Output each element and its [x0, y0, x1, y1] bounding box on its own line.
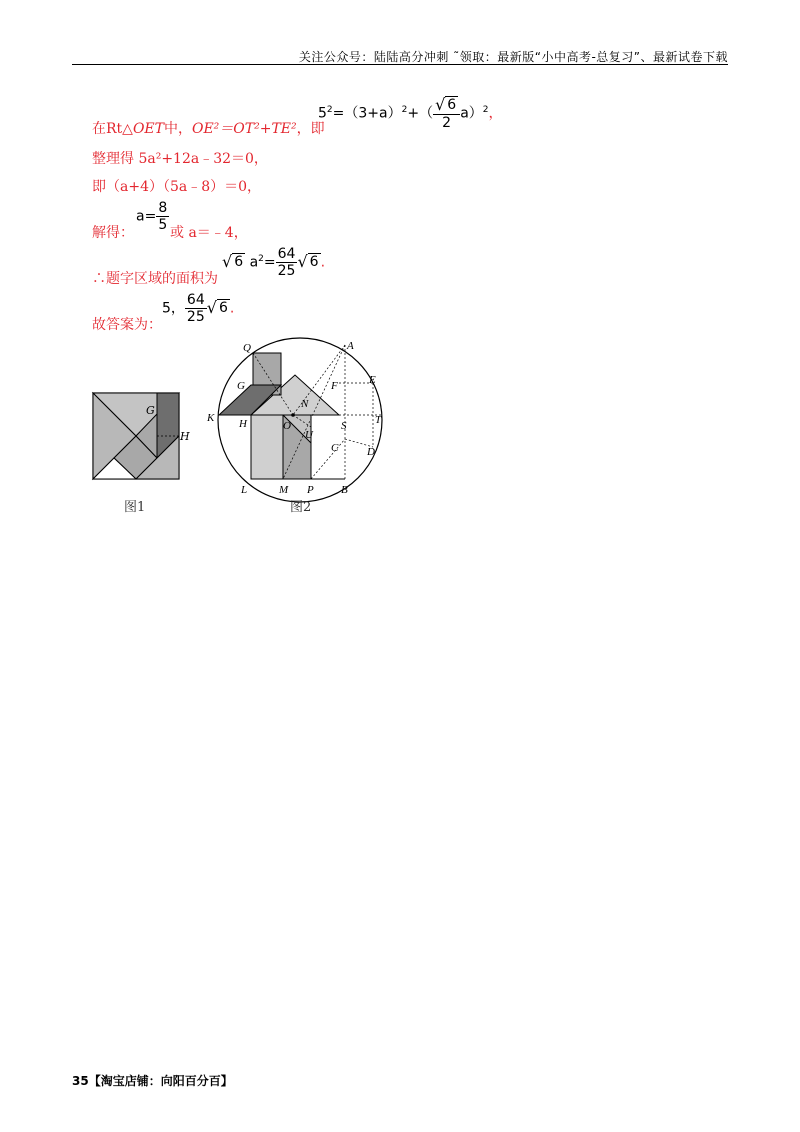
- fig2-label-a: A: [347, 340, 354, 352]
- solution-line-6: 故答案为：: [92, 317, 162, 333]
- fig2-label-m: M: [279, 484, 289, 496]
- fig2-label-t: T: [375, 414, 382, 426]
- solution-line-1: [92, 118, 325, 138]
- fig2-label-u: U: [305, 429, 313, 441]
- eq1-den: 2: [442, 115, 452, 131]
- l6-den: 25: [186, 309, 205, 325]
- figure-1-tangram: [90, 390, 190, 490]
- fig2-label-d: D: [367, 446, 375, 458]
- l5-dot: .: [320, 254, 326, 271]
- solution-line-3: 即（a+4）（5a﹣8）＝0，: [92, 179, 262, 195]
- eq1-frac: √ 6 2: [433, 96, 460, 131]
- equation-1: [318, 96, 503, 131]
- fig2-label-q: Q: [243, 342, 251, 354]
- eq1-comma: ，: [488, 105, 503, 122]
- eq1-sq3: 2: [482, 104, 489, 115]
- l4-den: 5: [158, 217, 168, 233]
- l5-frac: [276, 246, 298, 279]
- l1-prefix: 在: [92, 121, 106, 137]
- figure-2-caption: 图2: [290, 500, 312, 515]
- l6-val: 5，: [162, 300, 185, 317]
- l4-frac: [156, 200, 169, 233]
- l5-den: 25: [277, 263, 296, 279]
- l5-rad2: 6: [309, 253, 319, 270]
- solution-line-4: [92, 222, 134, 242]
- eq1-rad: 6: [447, 97, 457, 113]
- eq1-sq: 2: [326, 104, 333, 115]
- fig2-label-h: H: [239, 418, 247, 430]
- solution-line-4-suffix: 或 a＝﹣4，: [170, 225, 248, 241]
- l6-dot: .: [229, 300, 235, 317]
- l5-a: a: [249, 254, 259, 271]
- solution-line-5: ∴题字区域的面积为: [92, 271, 218, 287]
- fig2-label-g: G: [237, 380, 245, 392]
- l1-oet: OET: [132, 121, 164, 137]
- l4-num: 8: [158, 200, 168, 216]
- figure-1-caption: 图1: [124, 500, 146, 515]
- fig2-label-n: N: [301, 398, 309, 410]
- l1-mid: 中，: [163, 121, 192, 137]
- equation-4: [136, 200, 169, 233]
- l6-rad: 6: [218, 299, 228, 316]
- eq1-eq: =（3+a）: [332, 105, 402, 122]
- header-rule: [72, 64, 728, 65]
- fig2-label-l: L: [241, 484, 248, 496]
- l4-a: a=: [136, 208, 157, 225]
- l4-prefix: 解得：: [92, 225, 134, 241]
- fig2-label-f: F: [331, 380, 338, 392]
- fig2-label-b: B: [341, 484, 348, 496]
- eq1-left: 5: [318, 105, 327, 122]
- equation-5: √ 6 $a^2=$ $\frac{64}{25}$ √ 6 .: [222, 246, 326, 279]
- l5-sq: 2: [258, 253, 264, 264]
- page-header: 关注公众号：陆陆高分冲刺 ˜领取：最新版“小中高考-总复习”、最新试卷下载: [298, 50, 728, 64]
- fig2-label-s: S: [341, 420, 347, 432]
- l1-eq: OE²＝OT²+TE²: [191, 121, 297, 137]
- fig2-label-k: K: [207, 412, 215, 424]
- l5-num: 64: [277, 246, 296, 262]
- fig2-label-p: P: [307, 484, 314, 496]
- eq1-plus: +（: [407, 105, 434, 122]
- l1-tri: Rt△: [106, 121, 133, 137]
- fig2-left-body: [251, 415, 283, 479]
- solution-line-2: 整理得 5a²+12a﹣32＝0，: [92, 151, 268, 167]
- figure-2-diagram: [205, 335, 395, 505]
- page-footer: 35【淘宝店铺：向阳百分百】: [72, 1074, 233, 1088]
- fig1-label-h: H: [180, 430, 190, 443]
- fig1-label-g: G: [146, 404, 155, 417]
- fig2-label-o: O: [283, 420, 291, 432]
- fig2-label-c: C: [331, 442, 339, 454]
- fig2-label-e: E: [369, 374, 376, 386]
- fig2-dash-p-c: [311, 439, 345, 479]
- fig2-point-o: [291, 413, 295, 417]
- l5-rad: 6: [234, 253, 244, 270]
- l1-ji: ，即: [296, 121, 325, 137]
- equation-6: 5， $\frac{64}{25}$ √ 6 .: [162, 292, 235, 325]
- eq1-sq2: 2: [401, 104, 408, 115]
- l6-frac: [185, 292, 207, 325]
- l6-num: 64: [186, 292, 205, 308]
- eq1-a: a）: [460, 105, 483, 122]
- l5-eq: =: [263, 254, 276, 271]
